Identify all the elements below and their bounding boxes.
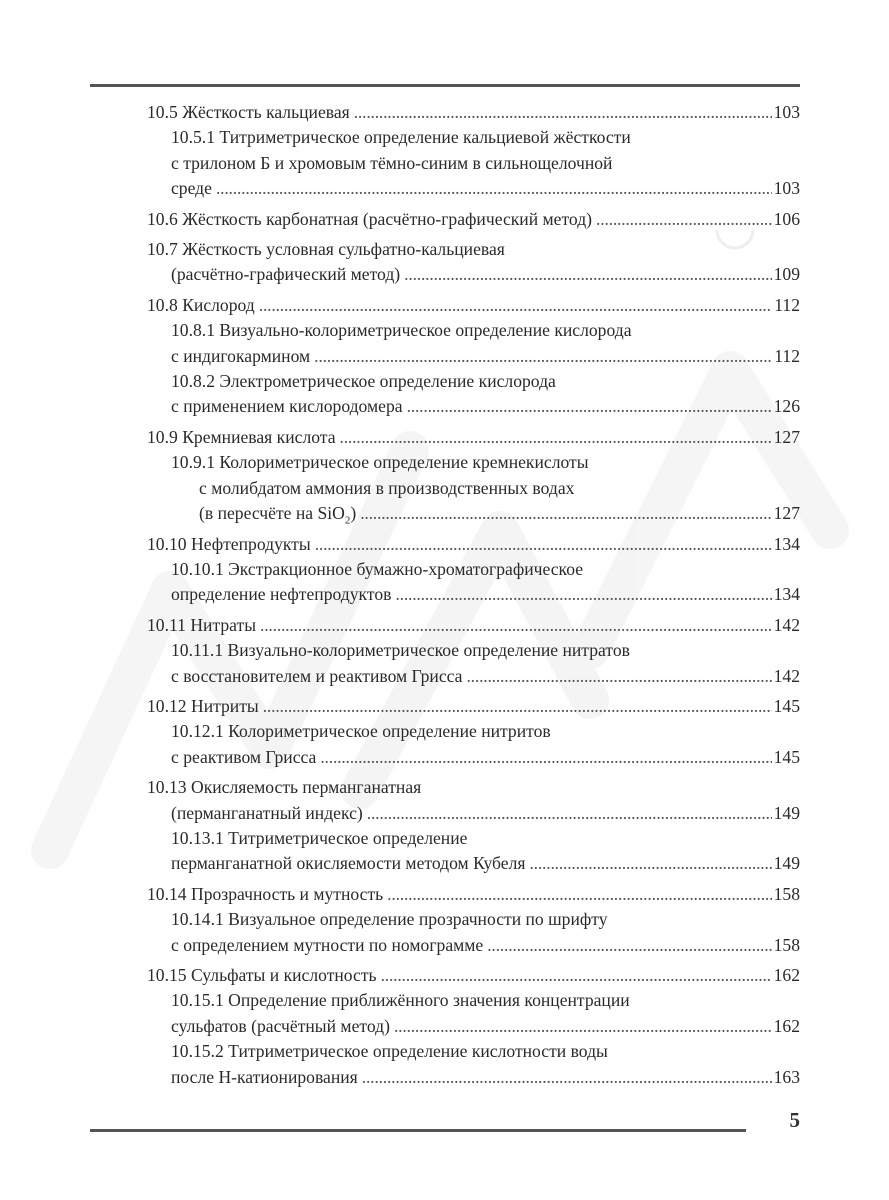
toc-entry-title-line: (перманганатный индекс) — [171, 802, 363, 823]
toc-entry-title-line: с индигокармином — [171, 345, 311, 366]
toc-page-number: 103 — [773, 102, 800, 122]
toc-entry — [147, 775, 800, 826]
toc-entry — [147, 694, 800, 719]
dot-leader — [395, 582, 771, 607]
toc-entry — [147, 1039, 800, 1090]
toc-page-number: 112 — [774, 345, 800, 366]
dot-leader — [354, 100, 772, 125]
toc-entry-title-line: с трилоном Б и хромовым тёмно-синим в сильнощелочной — [171, 152, 613, 173]
toc-entry-title-line: среде — [171, 178, 212, 199]
toc-entry-title-line: с применением кислородомера — [171, 396, 403, 417]
dot-leader — [260, 613, 772, 638]
toc-entry-title-line: 10.15.2 Титриметрическое определение кислотности воды — [171, 1041, 608, 1062]
toc-page-number: 103 — [773, 178, 800, 199]
dot-leader — [315, 532, 772, 557]
toc-entry-title-line: с реактивом Грисса — [171, 746, 317, 767]
dot-leader — [466, 664, 771, 689]
dot-leader — [487, 933, 771, 958]
toc-entry-title-line: с молибдатом аммония в производственных водах — [199, 477, 575, 498]
toc-page-number: 149 — [773, 802, 800, 823]
toc-entry — [147, 988, 800, 1039]
toc-page-number: 109 — [773, 264, 800, 285]
toc-entry-title-line: 10.12.1 Колориметрическое определение нитритов — [171, 721, 551, 742]
toc-page-number: 142 — [773, 665, 800, 686]
toc-entry — [147, 907, 800, 958]
toc-entry — [147, 557, 800, 608]
toc-page-number: 145 — [773, 746, 800, 767]
toc-page-number: 163 — [773, 1066, 800, 1087]
toc-entry-title-line: 10.6 Жёсткость карбонатная (расчётно-графический метод) — [147, 208, 593, 229]
dot-leader — [320, 745, 771, 770]
toc-entry — [147, 425, 800, 450]
toc-entry-title-line: (в пересчёте на SiO$_2$) — [199, 503, 357, 527]
toc-entry-title-line: 10.5.1 Титриметрическое определение кальциевой жёсткости — [171, 127, 631, 148]
toc-entry — [147, 125, 800, 201]
toc-entry-title-line: определение нефтепродуктов — [171, 584, 392, 605]
toc-entry-title-line: 10.8 Кислород — [147, 294, 255, 315]
toc-entry-title-line: 10.9.1 Колориметрическое определение кремнекислоты — [171, 452, 589, 473]
toc-page-number: 134 — [773, 584, 800, 605]
toc-entry — [147, 369, 800, 420]
toc-entry — [147, 100, 800, 125]
table-of-contents — [147, 100, 800, 1095]
toc-page-number: 126 — [773, 396, 800, 417]
toc-entry — [147, 826, 800, 877]
toc-page-number: 145 — [773, 695, 800, 716]
toc-entry-title-line: 10.15.1 Определение приближённого значения концентрации — [171, 990, 630, 1011]
toc-entry-title-line: 10.8.2 Электрометрическое определение кислорода — [171, 371, 556, 392]
toc-entry — [147, 719, 800, 770]
toc-entry-title-line: 10.7 Жёсткость условная сульфатно-кальциевая — [147, 239, 505, 260]
top-rule — [90, 84, 800, 87]
dot-leader — [596, 207, 772, 232]
toc-page-number: 127 — [773, 426, 800, 447]
toc-page-number: 127 — [773, 503, 800, 524]
toc-entry-title-line: 10.10.1 Экстракционное бумажно-хроматографическое — [171, 558, 584, 579]
toc-page-number: 106 — [773, 208, 800, 229]
dot-leader — [314, 344, 772, 369]
toc-entry-title-line: перманганатной окисляемости методом Кубеля — [171, 853, 526, 874]
toc-entry — [147, 207, 800, 232]
toc-entry — [147, 237, 800, 288]
toc-entry — [147, 318, 800, 369]
toc-entry-title-line: сульфатов (расчётный метод) — [171, 1015, 390, 1036]
toc-entry-title-line: 10.12 Нитриты — [147, 695, 259, 716]
dot-leader — [387, 882, 771, 907]
toc-page-number: 149 — [773, 853, 800, 874]
toc-entry-title-line: 10.8.1 Визуально-колориметрическое определение кислорода — [171, 320, 632, 341]
dot-leader — [340, 425, 772, 450]
toc-entry-title-line: с восстановителем и реактивом Грисса — [171, 665, 463, 686]
dot-leader — [394, 1014, 772, 1039]
toc-entry-title-line: 10.13.1 Титриметрическое определение — [171, 827, 468, 848]
toc-entry — [147, 450, 800, 526]
dot-leader — [404, 262, 771, 287]
toc-entry-title-line: 10.5 Жёсткость кальциевая — [147, 102, 350, 122]
toc-entry — [147, 882, 800, 907]
toc-page-number: 162 — [773, 965, 800, 985]
dot-leader — [529, 851, 771, 876]
toc-page-number: 162 — [773, 1015, 800, 1036]
dot-leader — [367, 801, 772, 826]
dot-leader — [216, 176, 772, 201]
dot-leader — [362, 1065, 772, 1090]
toc-entry — [147, 613, 800, 638]
toc-entry-title-line: 10.15 Сульфаты и кислотность — [147, 965, 377, 985]
toc-entry — [147, 293, 800, 318]
bottom-rule — [90, 1129, 746, 1132]
toc-entry — [147, 638, 800, 689]
toc-entry-title-line: после Н-катионирования — [171, 1066, 358, 1087]
dot-leader — [407, 394, 772, 419]
dot-leader — [263, 694, 772, 719]
toc-entry-title-line: 10.9 Кремниевая кислота — [147, 426, 336, 447]
toc-page-number: 134 — [773, 533, 800, 554]
toc-page-number: 142 — [773, 614, 800, 635]
dot-leader — [360, 501, 771, 526]
toc-entry-title-line: 10.11.1 Визуально-колориметрическое определение нитратов — [171, 640, 630, 661]
toc-page-number: 158 — [773, 883, 800, 904]
toc-page-number: 158 — [773, 934, 800, 955]
toc-entry-title-line: с определением мутности по номограмме — [171, 934, 484, 955]
page-number: 5 — [789, 1108, 800, 1132]
toc-entry — [147, 532, 800, 557]
toc-entry-title-line: 10.14 Прозрачность и мутность — [147, 883, 384, 904]
toc-entry-title-line: 10.14.1 Визуальное определение прозрачности по шрифту — [171, 909, 608, 930]
dot-leader — [259, 293, 772, 318]
dot-leader — [381, 963, 772, 988]
toc-entry — [147, 963, 800, 988]
toc-entry-title-line: (расчётно-графический метод) — [171, 264, 401, 285]
toc-entry-title-line: 10.11 Нитраты — [147, 614, 257, 635]
toc-page-number: 112 — [774, 294, 800, 315]
toc-entry-title-line: 10.10 Нефтепродукты — [147, 533, 311, 554]
toc-entry-title-line: 10.13 Окисляемость перманганатная — [147, 777, 422, 798]
